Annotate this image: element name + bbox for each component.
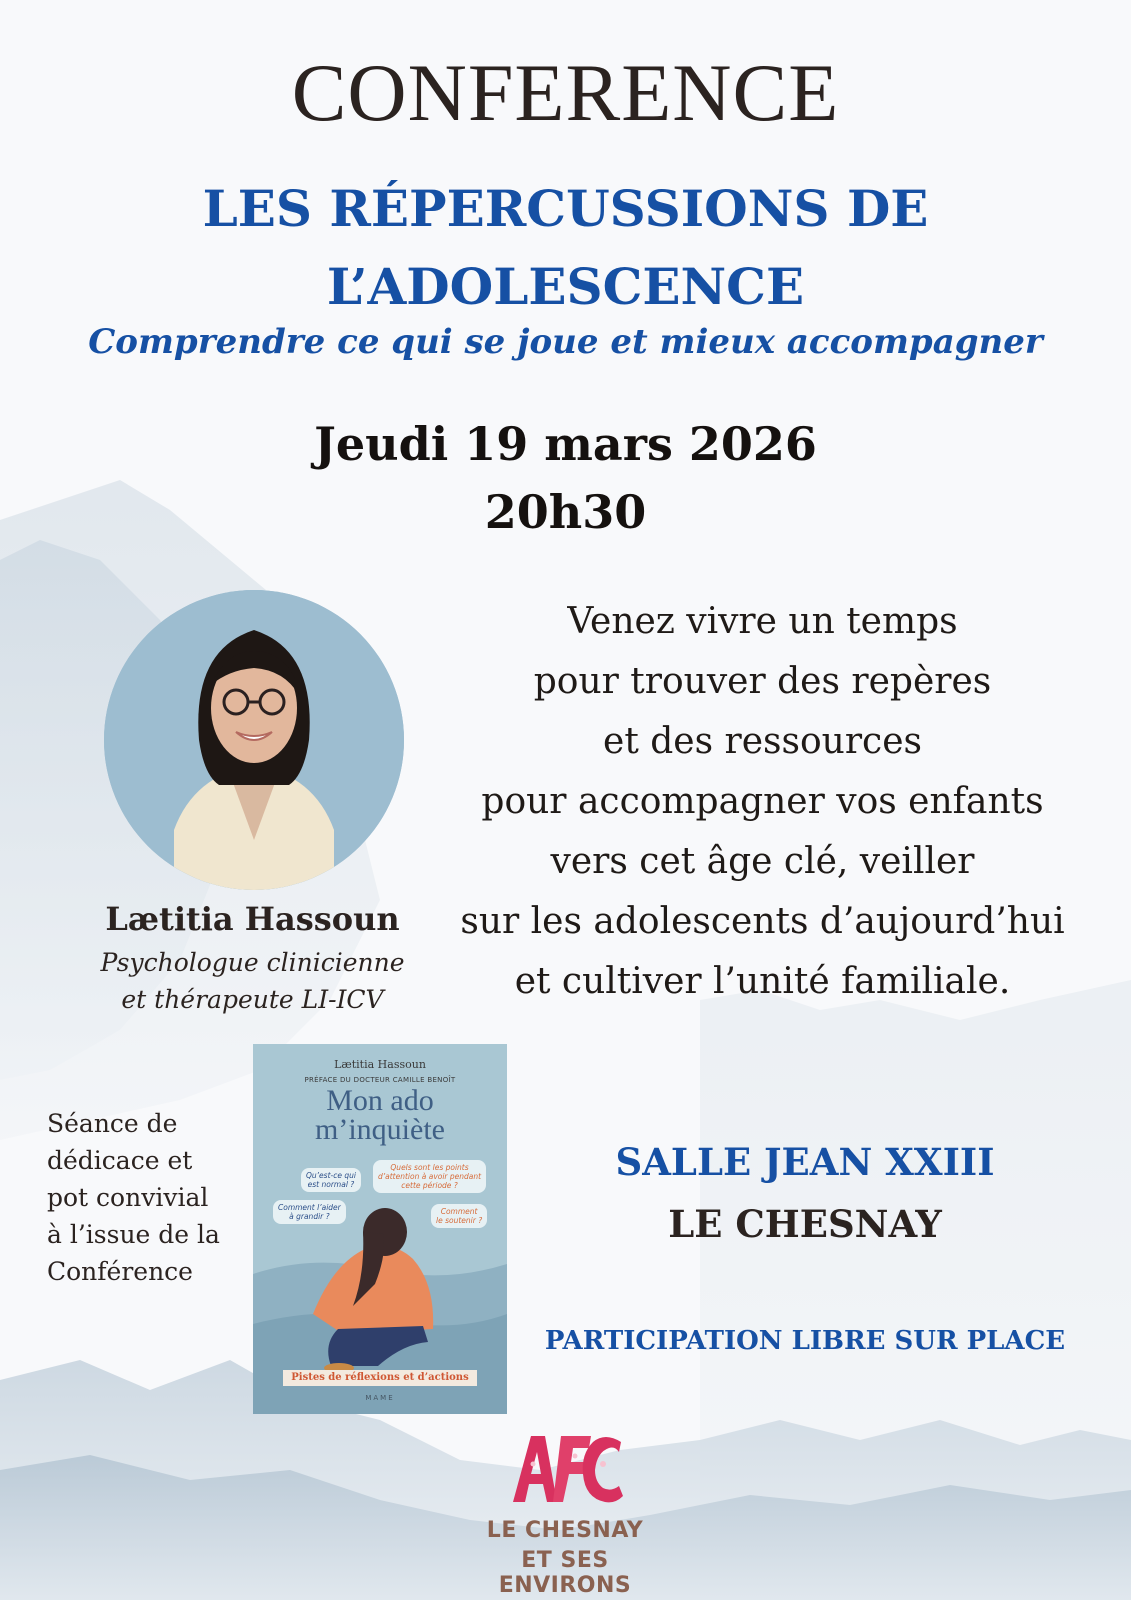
event-date: Jeudi 19 mars 2026 xyxy=(314,417,817,471)
headline-line-1: LES RÉPERCUSSIONS DE xyxy=(202,179,929,238)
bubble-text: Comment l’aider xyxy=(278,1203,341,1212)
book-publisher: MAME xyxy=(365,1394,395,1402)
book-question-bubble xyxy=(301,1168,361,1192)
book-title xyxy=(253,1086,507,1144)
book-title-line-2: m’inquiète xyxy=(315,1113,445,1146)
participation-note: PARTICIPATION LIBRE SUR PLACE xyxy=(544,1326,1066,1356)
event-description xyxy=(460,592,1065,1012)
speaker-portrait-icon xyxy=(104,590,404,890)
speaker-photo xyxy=(104,590,404,890)
bubble-text: cette période ? xyxy=(401,1181,458,1190)
afc-logo-icon xyxy=(505,1428,625,1508)
headline-line-2: L’ADOLESCENCE xyxy=(326,257,805,316)
event-time: 20h30 xyxy=(484,485,647,539)
bubble-text: Quels sont les points xyxy=(390,1163,469,1172)
speaker-role-line-2: et thérapeute LI-ICV xyxy=(121,985,384,1014)
bubble-text: le soutenir ? xyxy=(436,1216,483,1225)
event-date-time xyxy=(0,410,1131,546)
description-line: sur les adolescents d’aujourd’hui xyxy=(460,901,1065,942)
bubble-text: est normal ? xyxy=(307,1180,355,1189)
description-line: pour accompagner vos enfants xyxy=(481,781,1044,822)
book-question-bubble xyxy=(373,1160,486,1193)
signing-note-line: Conférence xyxy=(47,1257,193,1286)
book-author: Lætitia Hassoun xyxy=(334,1058,426,1071)
bubble-text: d’attention à avoir pendant xyxy=(378,1172,482,1181)
logo-caption-line-2: ET SES ENVIRONS xyxy=(498,1548,632,1598)
description-line: et des ressources xyxy=(603,721,922,762)
venue-city: LE CHESNAY xyxy=(668,1202,942,1246)
bubble-text: Comment xyxy=(440,1207,478,1216)
signing-note-line: à l’issue de la xyxy=(47,1220,220,1249)
description-line: vers cet âge clé, veiller xyxy=(550,841,975,882)
book-preface: PRÉFACE DU DOCTEUR CAMILLE BENOÎT xyxy=(304,1076,456,1084)
signing-note-line: pot convivial xyxy=(47,1183,209,1212)
speaker-role-line-1: Psychologue clinicienne xyxy=(100,948,405,977)
conference-headline xyxy=(0,170,1131,326)
venue-name: SALLE JEAN XXIII xyxy=(615,1140,995,1184)
description-line: pour trouver des repères xyxy=(533,661,992,702)
book-tagline: Pistes de réflexions et d’actions xyxy=(283,1370,477,1386)
poster-title: CONFERENCE xyxy=(291,47,840,138)
book-signing-note xyxy=(47,1105,247,1290)
signing-note-line: Séance de xyxy=(47,1109,178,1138)
bubble-text: Qu’est-ce qui xyxy=(306,1171,356,1180)
signing-note-line: dédicace et xyxy=(47,1146,193,1175)
speaker-role xyxy=(60,944,445,1018)
bubble-text: à grandir ? xyxy=(289,1212,330,1221)
book-title-line-1: Mon ado xyxy=(326,1084,434,1117)
conference-subtitle: Comprendre ce qui se joue et mieux accompagner xyxy=(88,322,1043,362)
book-cover xyxy=(253,1044,507,1414)
description-line: et cultiver l’unité familiale. xyxy=(514,961,1011,1002)
afc-logo xyxy=(455,1428,675,1600)
logo-caption-line-1: LE CHESNAY xyxy=(486,1518,644,1543)
book-question-bubble xyxy=(431,1204,487,1228)
book-question-bubble xyxy=(273,1200,346,1224)
speaker-name: Lætitia Hassoun xyxy=(105,900,400,938)
description-line: Venez vivre un temps xyxy=(567,601,958,642)
